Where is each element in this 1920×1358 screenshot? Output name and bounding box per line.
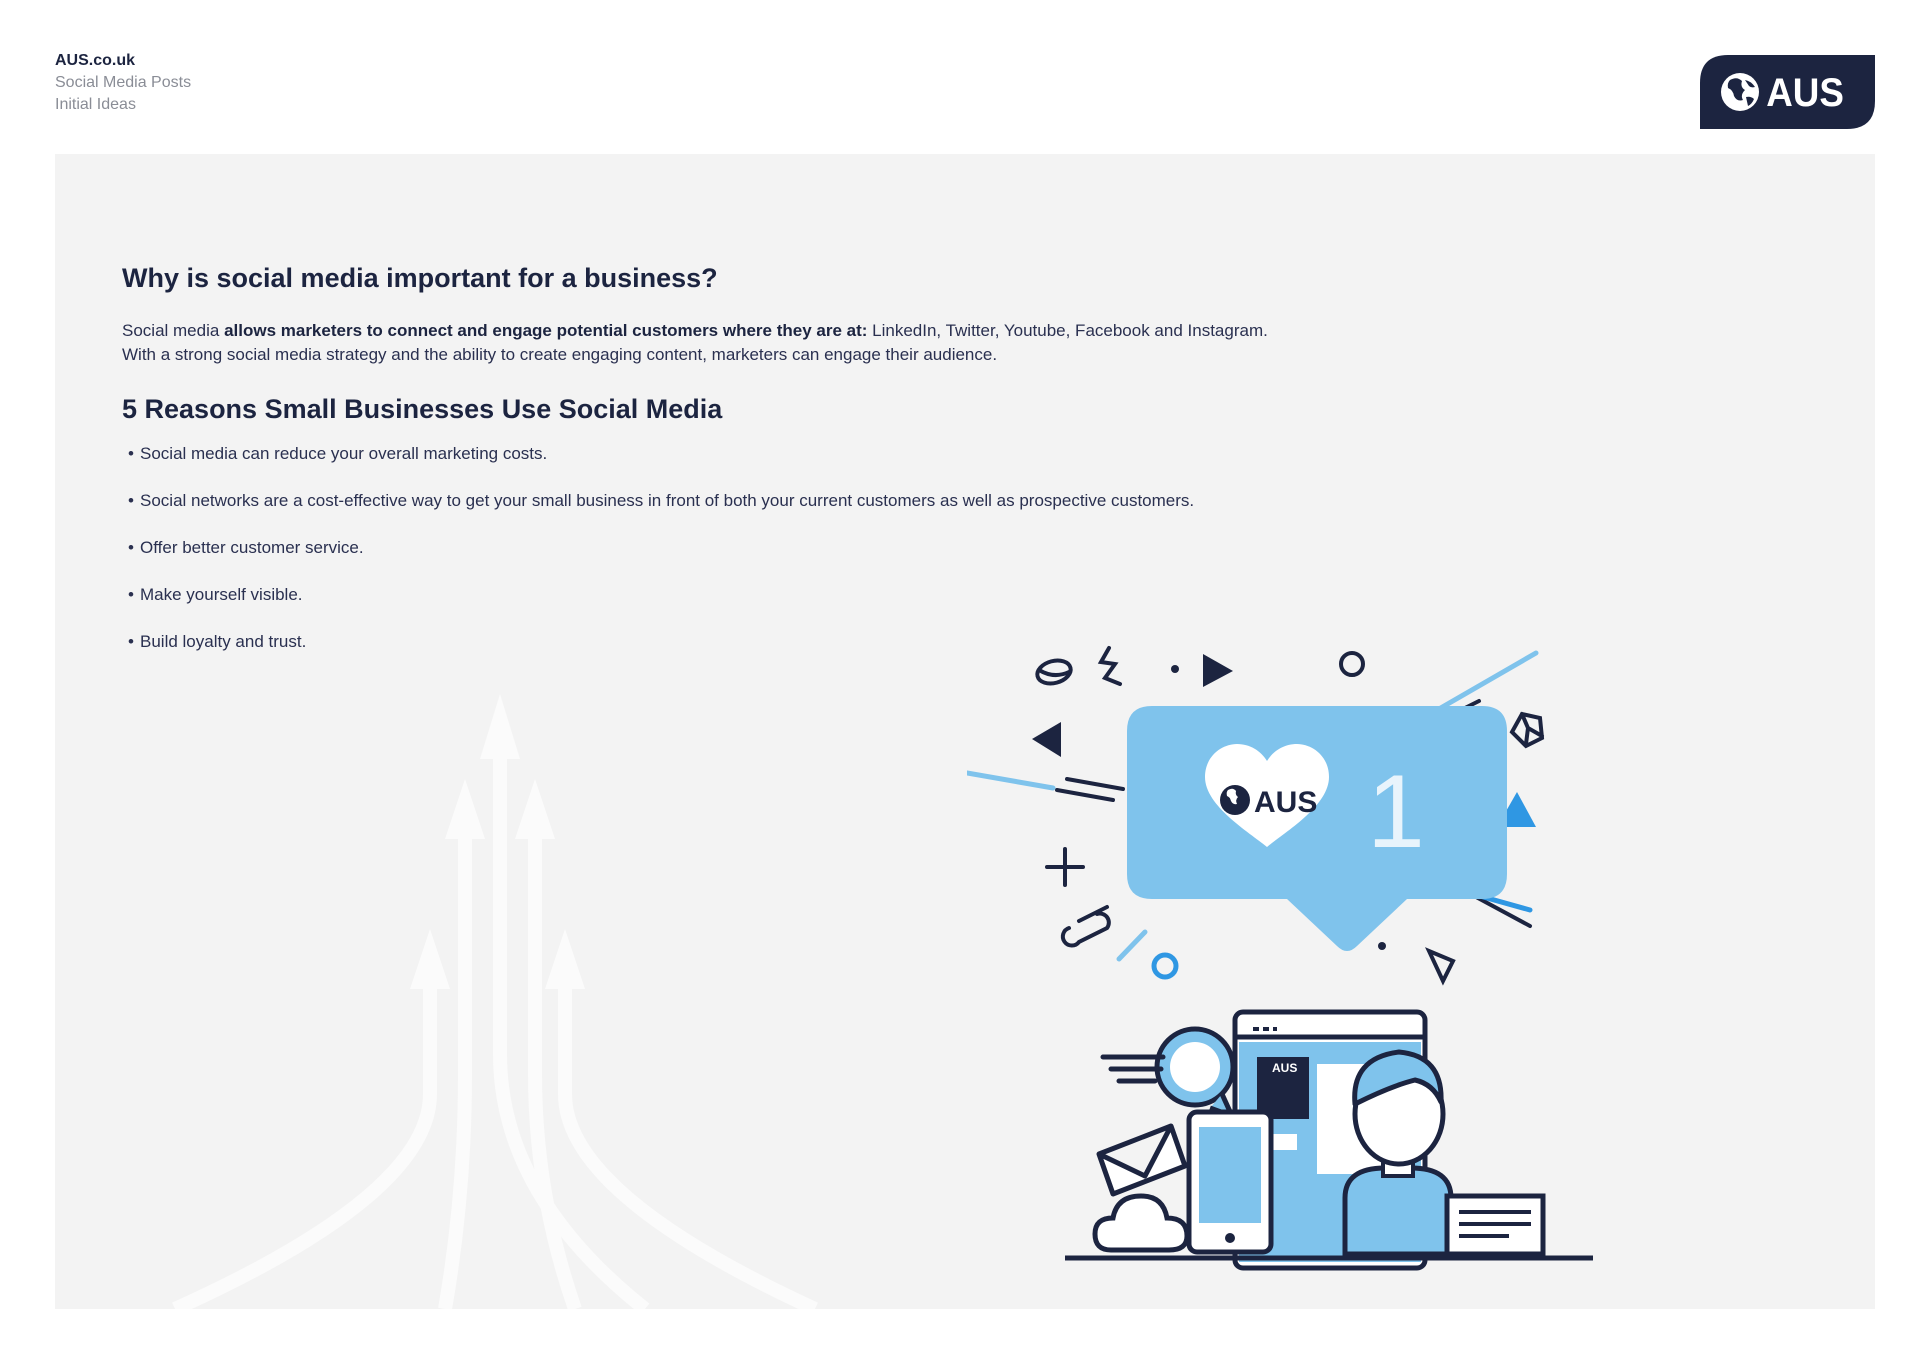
bullet: • <box>128 538 134 557</box>
devices-scene <box>1065 1012 1593 1268</box>
list-item <box>122 442 1194 489</box>
growth-arrows-graphic <box>115 674 835 1309</box>
bullet: • <box>128 444 134 463</box>
list-item <box>122 536 1194 583</box>
content-panel <box>55 154 1875 1309</box>
card-brand-text: AUS <box>1272 1061 1298 1075</box>
like-notification-bubble <box>1127 706 1507 951</box>
document-header <box>55 50 191 116</box>
logo-text: AUS <box>1766 70 1844 116</box>
intro-text-end: LinkedIn, Twitter, Youtube, Facebook and Instagram. With a strong social media strategy and the ability to create engaging content, marketers can engage their audience. <box>122 321 1268 364</box>
list-item-text: Social media can reduce your overall marketing costs. <box>140 444 548 463</box>
site-name: AUS.co.uk <box>55 52 136 69</box>
like-count: 1 <box>1367 754 1425 870</box>
list-item-text: Make yourself visible. <box>140 585 303 604</box>
list-item-text: Build loyalty and trust. <box>140 632 307 651</box>
bullet: • <box>128 632 134 651</box>
intro-text-start: Social media <box>122 321 225 340</box>
social-media-illustration <box>967 594 1767 1309</box>
list-item-text: Offer better customer service. <box>140 538 364 557</box>
bullet: • <box>128 491 134 510</box>
section-heading: 5 Reasons Small Businesses Use Social Media <box>122 394 723 424</box>
like-brand-text: AUS <box>1254 786 1318 819</box>
globe-icon <box>1721 73 1759 111</box>
document-tagline: Initial Ideas <box>55 96 136 113</box>
aus-logo <box>1700 55 1875 129</box>
bullet: • <box>128 585 134 604</box>
list-item-text: Social networks are a cost-effective way to get your small business in front of both your current customers as well as prospective customers. <box>140 491 1195 510</box>
intro-paragraph <box>122 319 1272 367</box>
list-item <box>122 489 1194 536</box>
intro-text-bold: allows marketers to connect and engage potential customers where they are at: <box>224 321 868 340</box>
document-subtitle: Social Media Posts <box>55 74 192 91</box>
page-title: Why is social media important for a business? <box>122 263 718 293</box>
